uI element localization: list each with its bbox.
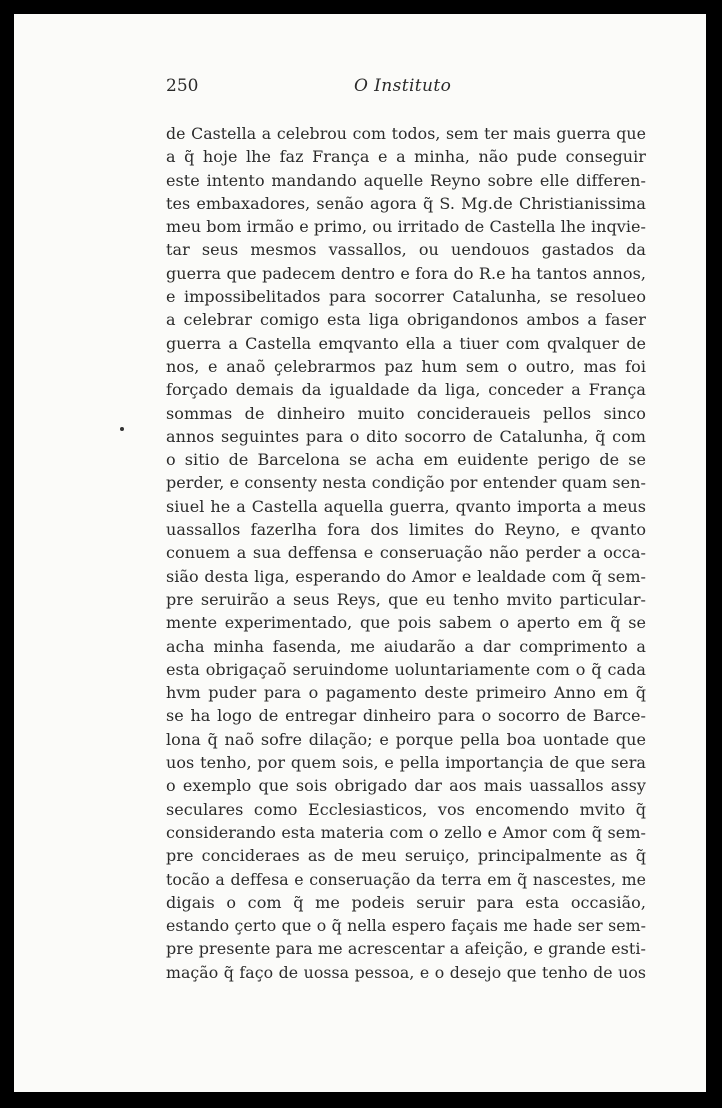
- text-line: tocão a deffesa e conseruação da terra em q̃ nascestes, me: [166, 869, 646, 889]
- running-head: [166, 76, 566, 106]
- text-line: o sitio de Barcelona se acha em euidente perigo de se: [166, 450, 646, 470]
- book-page: [14, 14, 706, 1092]
- text-line: meu bom irmão e primo, ou irritado de Castella lhe inqvie-: [166, 217, 646, 237]
- text-line: uassallos fazerlha fora dos limites do Reyno, e qvanto: [166, 520, 646, 540]
- text-line: pre presente para me acrescentar a afeição, e grande esti-: [166, 939, 646, 959]
- text-line: tar seus mesmos vassallos, ou uendouos gastados da: [166, 240, 646, 260]
- text-line: lona q̃ naõ sofre dilação; e porque pella boa uontade que: [166, 729, 646, 749]
- text-line: pre conciderаes as de meu seruiço, principalmente as q̃: [166, 846, 646, 866]
- text-line: conuem a sua deffensa e conseruação não perder a occa-: [166, 543, 646, 563]
- text-line: guerra que padecem dentro e fora do R.e ha tantos annos,: [166, 263, 646, 283]
- text-line: de Castella a celebrou com todos, sem ter mais guerra que: [166, 124, 646, 143]
- text-line: a celebrar comigo esta liga obrigandonos ambos a faser: [166, 310, 646, 330]
- journal-title: O Instituto: [354, 76, 452, 96]
- text-line: uos tenho, por quem sois, e pella importançia de que sera: [166, 753, 646, 773]
- text-line: estando çerto que o q̃ nella espero façais me hade ser sem-: [166, 916, 646, 936]
- text-line: seculares como Ecclesiasticos, vos encomendo mvito q̃: [166, 799, 646, 819]
- text-line: esta obrigaçaõ seruindome uoluntariamente com o q̃ cada: [166, 659, 646, 679]
- page-number: 250: [166, 76, 199, 96]
- text-line: hvm puder para o pagamento deste primeiro Anno em q̃: [166, 683, 646, 703]
- text-line: a q̃ hoje lhe faz França e a minha, não pude conseguir: [166, 147, 646, 167]
- text-line: pre seruirão a seus Reys, que eu tenho mvito particular-: [166, 589, 646, 609]
- text-line: o exemplo que sois obrigado dar aos mais uassallos assy: [166, 776, 646, 796]
- margin-mark: [120, 427, 124, 431]
- text-line: mação q̃ faço de uossa pessoa, e o desejo que tenho de uos: [166, 962, 646, 982]
- body-text: [166, 122, 646, 984]
- text-line: considerando esta materia com o zello e Amor com q̃ sem-: [166, 822, 646, 842]
- text-line: forçado demais da igualdade da liga, conceder a França: [166, 380, 646, 400]
- text-line: annos seguintes para o dito socorro de Catalunha, q̃ com: [166, 426, 646, 446]
- text-line: sommas de dinheiro muito concideraueis pellos sinco: [166, 403, 646, 423]
- text-line: mente experimentado, que pois sabem o aperto em q̃ se: [166, 613, 646, 633]
- text-line: sião desta liga, esperando do Amor e lealdade com q̃ sem-: [166, 566, 646, 586]
- text-line: perder, e consenty nesta condição por entender quam sen-: [166, 473, 646, 493]
- text-line: se ha logo de entregar dinheiro para o socorro de Barce-: [166, 706, 646, 726]
- text-line: e impossibelitados para socorrer Catalunha, se resolueo: [166, 287, 646, 307]
- text-line: este intento mandando aquelle Reyno sobre elle differen-: [166, 170, 646, 190]
- text-line: acha minha fasenda, me aiudarão a dar comprimento a: [166, 636, 646, 656]
- text-line: digais o com q̃ me podeis seruir para esta occasião,: [166, 892, 646, 912]
- text-line: siuel he a Castella aquella guerra, qvanto importa a meus: [166, 496, 646, 516]
- text-line: guerra a Castella emqvanto ella a tiuer com qvalquer de: [166, 333, 646, 353]
- text-line: tes embaxadores, senão agora q̃ S. Mg.de Christianissima: [166, 193, 646, 213]
- text-line: nos, e anaõ çelebrarmos paz hum sem o outro, mas foi: [166, 356, 646, 376]
